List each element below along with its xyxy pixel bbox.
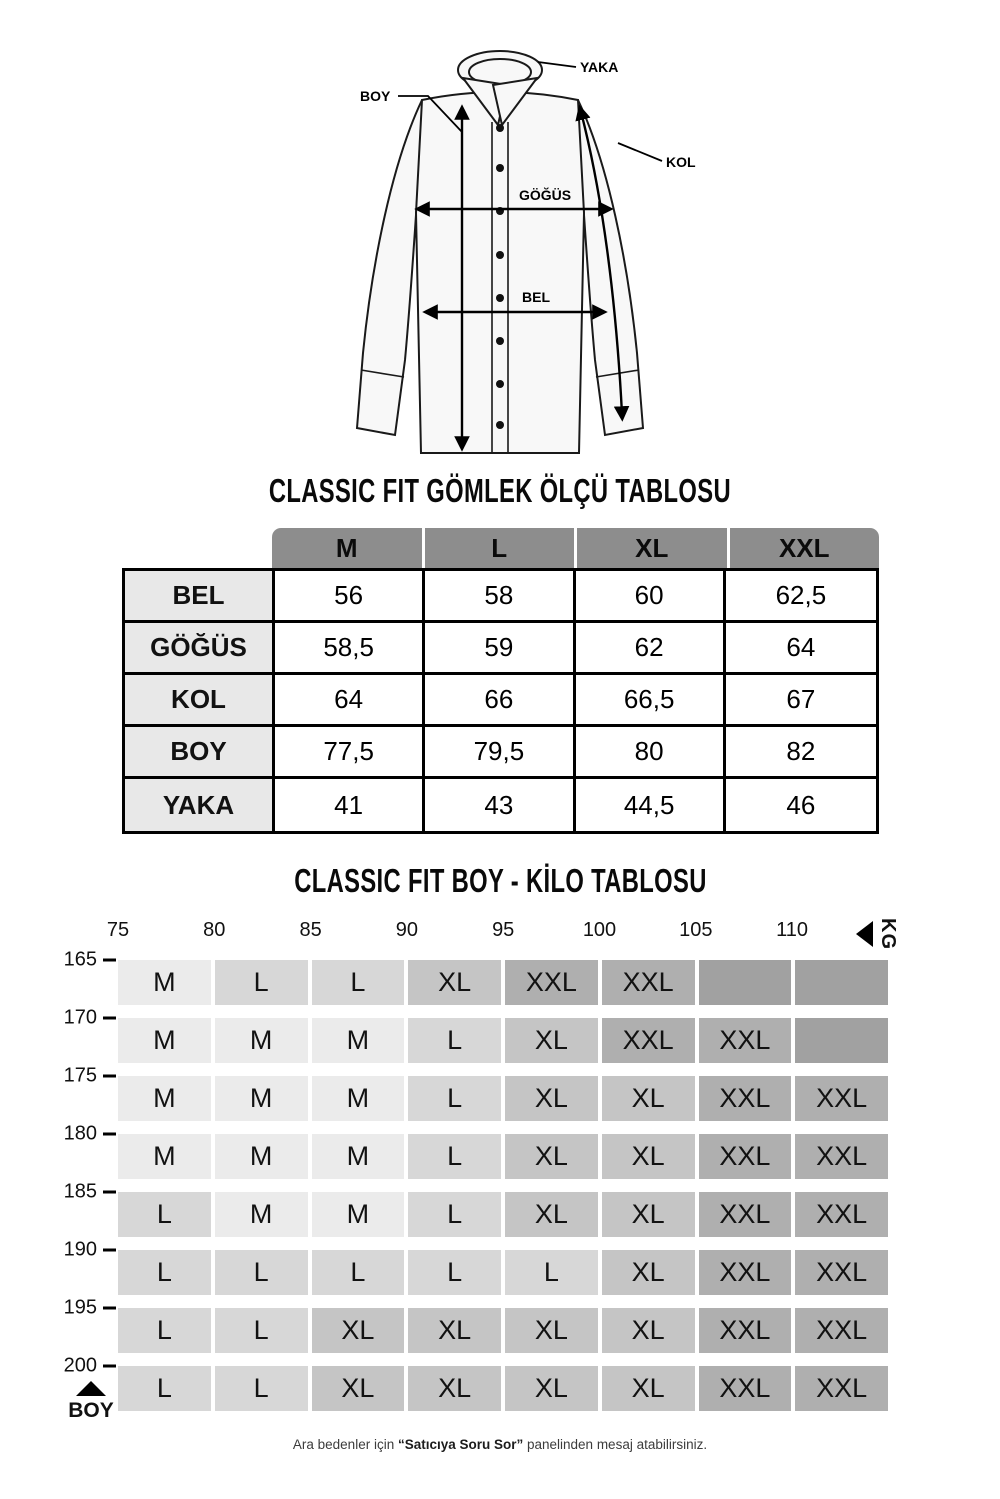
matrix-title-row — [0, 862, 1000, 900]
boy-axis-tick — [0, 1181, 116, 1204]
footer-note — [0, 1437, 1000, 1452]
boy-tick-mark — [103, 1249, 116, 1252]
size-cell: M — [118, 1134, 211, 1179]
size-cell: XL — [505, 1134, 598, 1179]
size-column-header: XXL — [730, 528, 880, 568]
size-cell: XL — [312, 1308, 405, 1353]
kg-axis-tick: 105 — [679, 919, 713, 941]
size-cell: L — [118, 1192, 211, 1237]
size-column-header: XL — [577, 528, 727, 568]
size-cell: XL — [408, 1366, 501, 1411]
footer-note-suffix: panelinden mesaj atabilirsiniz. — [523, 1437, 708, 1452]
size-cell: M — [215, 1134, 308, 1179]
size-cell: M — [215, 1018, 308, 1063]
size-cell: L — [505, 1250, 598, 1295]
boy-up-arrow-icon — [76, 1381, 106, 1396]
boy-axis-tick — [0, 1007, 116, 1030]
measure-value-cell: 56 — [275, 571, 425, 623]
size-cell: L — [408, 1134, 501, 1179]
size-cell: XL — [602, 1076, 695, 1121]
size-table-header — [272, 528, 879, 568]
size-cell: L — [118, 1250, 211, 1295]
size-cell: XXL — [602, 960, 695, 1005]
size-cell: XXL — [699, 1250, 792, 1295]
measure-value-cell: 46 — [726, 779, 876, 831]
size-cell: XL — [602, 1366, 695, 1411]
size-cell: L — [312, 960, 405, 1005]
size-cell: XXL — [699, 1134, 792, 1179]
size-cell: XL — [602, 1134, 695, 1179]
size-cell: XXL — [795, 1366, 888, 1411]
size-cell: M — [312, 1192, 405, 1237]
measure-value-cell: 66,5 — [576, 675, 726, 727]
size-cell: XXL — [699, 1076, 792, 1121]
measure-row-label: BEL — [125, 571, 275, 623]
size-cell: XXL — [795, 1250, 888, 1295]
footer-note-bold: “Satıcıya Soru Sor” — [397, 1437, 524, 1452]
size-cell: M — [312, 1018, 405, 1063]
boy-axis-tick — [0, 1123, 116, 1146]
size-table-title: CLASSIC FIT GÖMLEK ÖLÇÜ TABLOSU — [268, 472, 732, 509]
measure-value-cell: 77,5 — [275, 727, 425, 779]
boy-axis-tick — [0, 949, 116, 972]
kg-axis-label — [856, 911, 899, 957]
boy-tick-mark — [103, 1133, 116, 1136]
measure-value-cell: 66 — [425, 675, 575, 727]
boy-axis-tick — [0, 1239, 116, 1262]
yaka-diagram-label: YAKA — [580, 59, 619, 75]
kg-left-arrow-icon — [856, 921, 873, 947]
boy-axis-tick — [0, 1355, 116, 1378]
boy-axis-text: BOY — [68, 1399, 114, 1422]
boy-tick-mark — [103, 1365, 116, 1368]
size-cell: XL — [505, 1366, 598, 1411]
size-cell-empty — [699, 960, 792, 1005]
boy-diagram-label: BOY — [360, 88, 391, 104]
kg-axis-tick: 80 — [203, 919, 226, 941]
size-cell: XXL — [602, 1018, 695, 1063]
size-cell: XL — [408, 1308, 501, 1353]
measure-row-label: BOY — [125, 727, 275, 779]
footer-note-prefix: Ara bedenler için — [292, 1437, 398, 1452]
size-cell: XXL — [505, 960, 598, 1005]
size-cell: L — [312, 1250, 405, 1295]
boy-axis-label — [62, 1381, 120, 1423]
measure-value-cell: 67 — [726, 675, 876, 727]
measure-value-cell: 80 — [576, 727, 726, 779]
size-cell: L — [215, 1250, 308, 1295]
kg-axis-text: KG — [877, 918, 899, 950]
size-cell: XL — [505, 1192, 598, 1237]
size-cell: XXL — [795, 1308, 888, 1353]
measure-row-label: YAKA — [125, 779, 275, 831]
size-cell: XL — [505, 1076, 598, 1121]
size-cell: XXL — [699, 1308, 792, 1353]
boy-tick-mark — [103, 1191, 116, 1194]
boy-tick-value: 175 — [63, 1064, 97, 1087]
shirt-measurement-diagram — [270, 28, 730, 463]
size-cell: XL — [312, 1366, 405, 1411]
shirt-outline — [357, 51, 643, 453]
size-cell: XXL — [795, 1134, 888, 1179]
size-table-body — [122, 568, 879, 834]
height-weight-size-matrix — [118, 960, 888, 1411]
size-column-header: M — [272, 528, 422, 568]
boy-tick-value: 170 — [63, 1006, 97, 1029]
size-cell: XXL — [699, 1018, 792, 1063]
size-cell: XL — [505, 1018, 598, 1063]
size-cell: XL — [408, 960, 501, 1005]
size-cell: XL — [602, 1308, 695, 1353]
size-cell: XL — [602, 1250, 695, 1295]
boy-tick-value: 185 — [63, 1180, 97, 1203]
kol-diagram-label: KOL — [666, 154, 696, 170]
measure-value-cell: 62 — [576, 623, 726, 675]
kg-axis-tick: 85 — [299, 919, 322, 941]
boy-tick-mark — [103, 1075, 116, 1078]
boy-tick-mark — [103, 1017, 116, 1020]
size-cell: M — [118, 960, 211, 1005]
size-cell: XXL — [699, 1192, 792, 1237]
measure-value-cell: 41 — [275, 779, 425, 831]
size-cell: L — [118, 1366, 211, 1411]
kg-axis-tick: 90 — [395, 919, 419, 941]
matrix-title: CLASSIC FIT BOY - KİLO TABLOSU — [293, 862, 707, 899]
measure-value-cell: 43 — [425, 779, 575, 831]
size-cell: XXL — [795, 1076, 888, 1121]
measure-value-cell: 64 — [275, 675, 425, 727]
size-cell: L — [408, 1250, 501, 1295]
boy-tick-value: 180 — [63, 1122, 97, 1145]
measure-row-label: KOL — [125, 675, 275, 727]
size-cell: L — [408, 1018, 501, 1063]
size-cell: M — [215, 1076, 308, 1121]
size-cell: L — [408, 1192, 501, 1237]
size-cell: M — [118, 1018, 211, 1063]
size-cell: L — [215, 1366, 308, 1411]
size-cell: M — [312, 1134, 405, 1179]
measure-value-cell: 82 — [726, 727, 876, 779]
boy-tick-mark — [103, 959, 116, 962]
boy-tick-value: 190 — [63, 1238, 97, 1261]
boy-tick-value: 165 — [63, 948, 97, 971]
measure-value-cell: 58 — [425, 571, 575, 623]
boy-axis-tick — [0, 1297, 116, 1320]
size-table-title-row — [0, 472, 1000, 510]
size-cell: M — [118, 1076, 211, 1121]
kg-axis-tick: 100 — [582, 919, 617, 941]
kg-axis-tick: 110 — [776, 919, 809, 941]
size-cell: XL — [505, 1308, 598, 1353]
size-cell-empty — [795, 960, 888, 1005]
size-cell: M — [215, 1192, 308, 1237]
size-cell: XL — [602, 1192, 695, 1237]
size-cell: XXL — [795, 1192, 888, 1237]
kg-axis-tick: 95 — [492, 919, 515, 941]
boy-tick-mark — [103, 1307, 116, 1310]
measure-value-cell: 44,5 — [576, 779, 726, 831]
measure-value-cell: 64 — [726, 623, 876, 675]
measure-value-cell: 79,5 — [425, 727, 575, 779]
size-cell: L — [408, 1076, 501, 1121]
boy-axis-tick — [0, 1065, 116, 1088]
measure-row-label: GÖĞÜS — [125, 623, 275, 675]
size-cell: L — [215, 1308, 308, 1353]
size-cell: L — [215, 960, 308, 1005]
gogus-diagram-label: GÖĞÜS — [518, 187, 572, 203]
boy-tick-value: 195 — [63, 1296, 97, 1319]
size-cell: XXL — [699, 1366, 792, 1411]
measure-value-cell: 58,5 — [275, 623, 425, 675]
size-cell: M — [312, 1076, 405, 1121]
boy-tick-value: 200 — [63, 1354, 97, 1377]
measure-value-cell: 62,5 — [726, 571, 876, 623]
measure-value-cell: 60 — [576, 571, 726, 623]
bel-diagram-label: BEL — [522, 289, 550, 305]
kg-axis-tick: 75 — [106, 919, 130, 941]
measure-value-cell: 59 — [425, 623, 575, 675]
size-column-header: L — [425, 528, 575, 568]
size-cell-empty — [795, 1018, 888, 1063]
size-cell: L — [118, 1308, 211, 1353]
